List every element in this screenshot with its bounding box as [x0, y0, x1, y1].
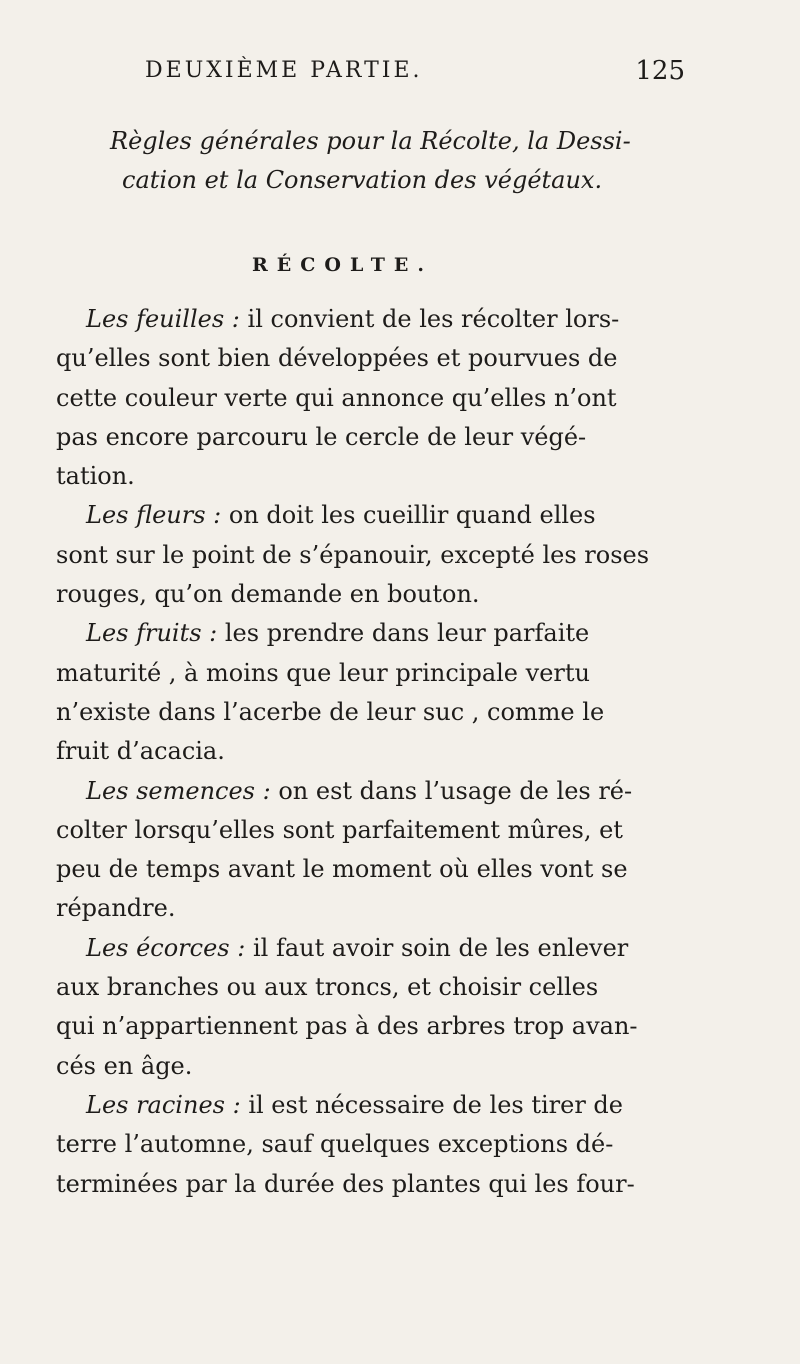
paragraph-line: tation.	[56, 462, 135, 491]
chapter-title-line: Règles générales pour la Récolte, la Dessi-	[110, 127, 631, 155]
paragraph-line: maturité , à moins que leur principale vertu	[56, 658, 590, 687]
paragraph-term: Les écorces :	[86, 933, 246, 962]
paragraph-term: Les racines :	[86, 1090, 241, 1119]
paragraph-line: il faut avoir soin de les enlever	[245, 933, 629, 962]
paragraph-fleurs	[56, 496, 716, 535]
paragraph-line: répandre.	[56, 894, 176, 923]
chapter-title	[110, 122, 690, 201]
section-heading: RÉCOLTE.	[252, 254, 433, 276]
paragraph-line: colter lorsqu’elles sont parfaitement mûres, et	[56, 815, 623, 844]
paragraph-line: qu’elles sont bien développées et pourvues de	[56, 344, 618, 373]
paragraph-line: on est dans l’usage de les ré-	[270, 776, 633, 805]
paragraph-line: n’existe dans l’acerbe de leur suc , comme le	[56, 697, 605, 726]
paragraph-line: les prendre dans leur parfaite	[217, 619, 590, 648]
paragraph-semences	[56, 772, 716, 811]
running-head	[145, 58, 685, 94]
running-title: DEUXIÈME PARTIE.	[145, 58, 423, 83]
paragraph-line: il convient de les récolter lors-	[239, 305, 620, 333]
paragraph-fruits	[56, 614, 716, 653]
paragraph-line: cette couleur verte qui annonce qu’elles n’ont	[56, 383, 617, 412]
paragraph-line: peu de temps avant le moment où elles vont se	[56, 855, 628, 884]
paragraph-term: Les fleurs :	[86, 501, 222, 530]
paragraph-line: terre l’automne, sauf quelques exceptions dé-	[56, 1130, 614, 1159]
chapter-title-line: cation et la Conservation des végétaux.	[122, 166, 603, 195]
paragraph-line: terminées par la durée des plantes qui les four-	[56, 1169, 635, 1198]
paragraph-line: rouges, qu’on demande en bouton.	[56, 580, 480, 609]
paragraph-line: il est nécessaire de les tirer de	[240, 1090, 623, 1119]
paragraph-racines	[56, 1086, 716, 1125]
paragraph-line: qui n’appartiennent pas à des arbres trop avan-	[56, 1012, 638, 1041]
paragraph-line: fruit d’acacia.	[56, 737, 225, 766]
paragraph-line: cés en âge.	[56, 1051, 193, 1080]
paragraph-ecorces	[56, 929, 716, 968]
paragraph-line: aux branches ou aux troncs, et choisir celles	[56, 973, 599, 1002]
paragraph-term: Les semences :	[86, 776, 271, 805]
paragraph-line: pas encore parcouru le cercle de leur végé-	[56, 422, 587, 451]
page-number: 125	[635, 56, 685, 86]
paragraph-line: sont sur le point de s’épanouir, excepté les roses	[56, 540, 650, 569]
paragraph-term: Les fruits :	[86, 619, 218, 648]
paragraph-term: Les feuilles :	[86, 305, 240, 333]
paragraph-feuilles	[56, 300, 716, 339]
paragraph-line: on doit les cueillir quand elles	[221, 501, 596, 530]
body-text	[56, 300, 716, 1204]
